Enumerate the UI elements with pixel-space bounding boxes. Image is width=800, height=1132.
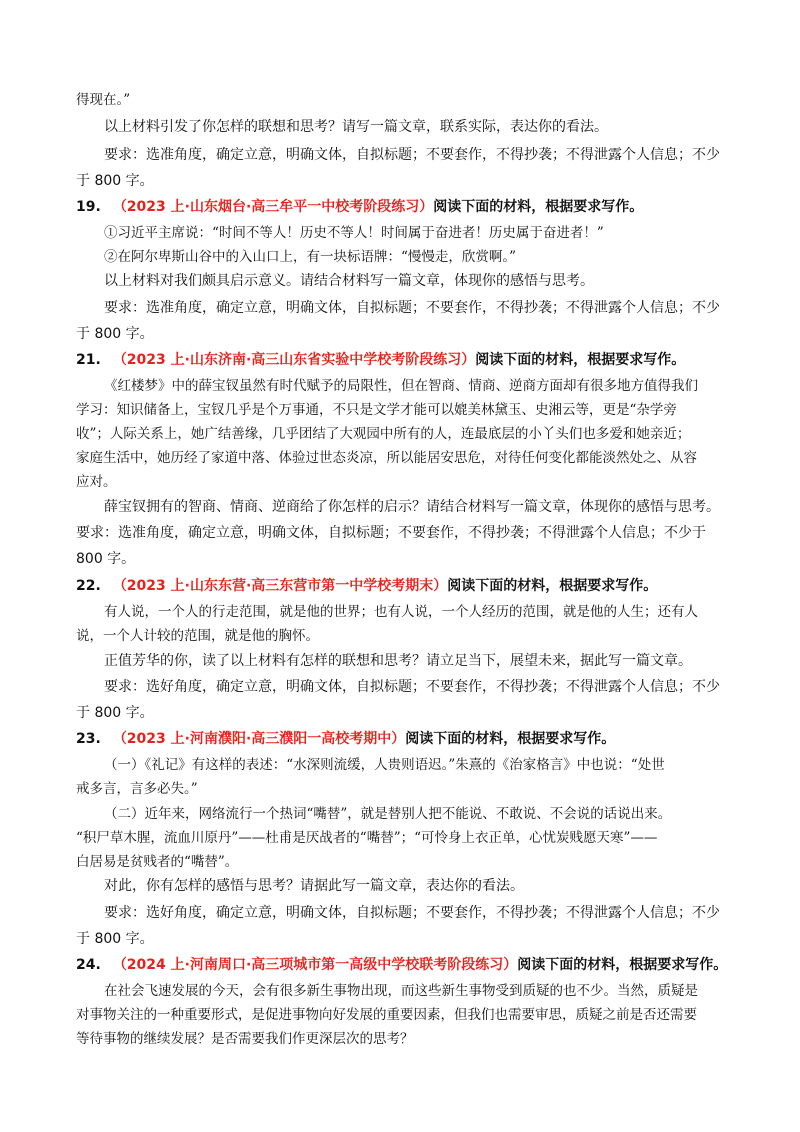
material-line: 在社会飞速发展的今天，会有很多新生事物出现，而这些新生事物受到质疑的也不少。当然，质疑是 [104,983,698,999]
question-source: （2023 上·河南濮阳·高三濮阳一高校考期中） [112,731,406,747]
question-number: 24. [76,957,101,973]
material-line: 有人说，一个人的行走范围，就是他的世界；也有人说，一个人经历的范围，就是他的人生；还有人 [104,604,698,620]
requirement-line: 于 800 字。 [76,705,154,721]
question-instruction: 阅读下面的材料，根据要求写作。 [475,352,686,368]
requirement-line: 要求：选好角度，确定立意，明确文体，自拟标题；不要套作，不得抄袭；不得泄露个人信息；不少 [104,679,720,695]
question-source: （2023 上·山东济南·高三山东省实验中学校考阶段练习） [112,352,476,368]
question-source: （2023 上·山东东营·高三东营市第一中学校考期末） [112,578,448,594]
material-line: 《红楼梦》中的薛宝钗虽然有时代赋予的局限性，但在智商、情商、逆商方面却有很多地方值得我们 [104,378,698,394]
requirement-line: 800 字。 [76,551,136,567]
requirement-line: 要求：选准角度，确定立意，明确文体，自拟标题；不要套作，不得抄袭；不得泄露个人信息；不少于 [76,525,706,541]
material-line: ①习近平主席说：“时间不等人！历史不等人！时间属于奋进者！历史属于奋进者！” [104,225,604,241]
question-instruction: 阅读下面的材料，根据要求写作。 [433,199,644,215]
essay-prompt: 对此，你有怎样的感悟与思考？请据此写一篇文章，表达你的看法。 [104,878,524,894]
material-line: 白居易是贫贱者的“嘴替”。 [76,854,239,870]
material-line: 收”；人际关系上，她广结善缘，几乎团结了大观园中所有的人，连最底层的小丫头们也多爱和她亲近； [76,426,691,442]
question-instruction: 阅读下面的材料，根据要求写作。 [405,731,616,747]
question-heading [0,196,800,218]
material-line: 对事物关注的一种重要形式，是促进事物向好发展的重要因素，但我们也需要审思，质疑之前是否还需要 [76,1007,697,1023]
requirement-line: 要求：选准角度，确定立意，明确文体，自拟标题；不要套作，不得抄袭；不得泄露个人信息；不少 [104,300,720,316]
material-line: ②在阿尔卑斯山谷中的入山口上，有一块标语牌：“慢慢走，欣赏啊。” [104,249,517,265]
essay-prompt: 薛宝钗拥有的智商、情商、逆商给了你怎样的启示？请结合材料写一篇文章，体现你的感悟与思考。 [104,499,720,515]
material-line: 学习：知识储备上，宝钗几乎是个万事通，不只是文学才能可以媲美林黛玉、史湘云等，更是“杂学旁 [76,402,677,418]
material-line: 戒多言，言多必失。” [76,781,198,797]
question-heading [0,954,800,976]
question-instruction: 阅读下面的材料，根据要求写作。 [517,957,728,973]
question-heading [0,575,800,597]
material-line: 得现在。” [76,92,131,108]
question-number: 23. [76,731,101,747]
requirement-line: 要求：选准角度，确定立意，明确文体，自拟标题；不要套作，不得抄袭；不得泄露个人信息；不少 [104,147,720,163]
material-line: 家庭生活中，她历经了家道中落、体验过世态炎凉，所以能居安思危，对待任何变化都能淡然处之、从容 [76,450,697,466]
material-line: “积尸草木腥，流血川原丹”——杜甫是厌战者的“嘴替”；“可怜身上衣正单，心忧炭贱愿天寒”—— [76,830,658,846]
material-line: 应对。 [76,474,117,490]
question-source: （2023 上·山东烟台·高三牟平一中校考阶段练习） [112,199,434,215]
question-instruction: 阅读下面的材料，根据要求写作。 [447,578,658,594]
question-number: 21. [76,352,101,368]
question-heading [0,349,800,371]
question-heading [0,728,800,750]
question-source: （2024 上·河南周口·高三项城市第一高级中学校联考阶段练习） [112,957,518,973]
essay-prompt: 以上材料引发了你怎样的联想和思考？请写一篇文章，联系实际，表达你的看法。 [104,119,608,135]
material-line: （二）近年来，网络流行一个热词“嘴替”，就是替别人把不能说、不敢说、不会说的话说出来。 [104,806,672,822]
material-line: 等待事物的继续发展？是否需要我们作更深层次的思考？ [76,1031,414,1047]
question-number: 22. [76,578,101,594]
requirement-line: 要求：选好角度，确定立意，明确文体，自拟标题；不要套作，不得抄袭；不得泄露个人信息；不少 [104,905,720,921]
essay-prompt: 以上材料对我们颇具启示意义。请结合材料写一篇文章，体现你的感悟与思考。 [104,273,594,289]
material-line: （一）《礼记》有这样的表述：“水深则流缓，人贵则语迟。”朱熹的《治家格言》中也说：“处世 [104,757,665,773]
material-line: 说，一个人计较的范围，就是他的胸怀。 [76,628,319,644]
question-number: 19. [76,199,101,215]
essay-prompt: 正值芳华的你，读了以上材料有怎样的联想和思考？请立足当下，展望未来，据此写一篇文章。 [104,653,692,669]
requirement-line: 于 800 字。 [76,173,154,189]
requirement-line: 于 800 字。 [76,931,154,947]
requirement-line: 于 800 字。 [76,326,154,342]
